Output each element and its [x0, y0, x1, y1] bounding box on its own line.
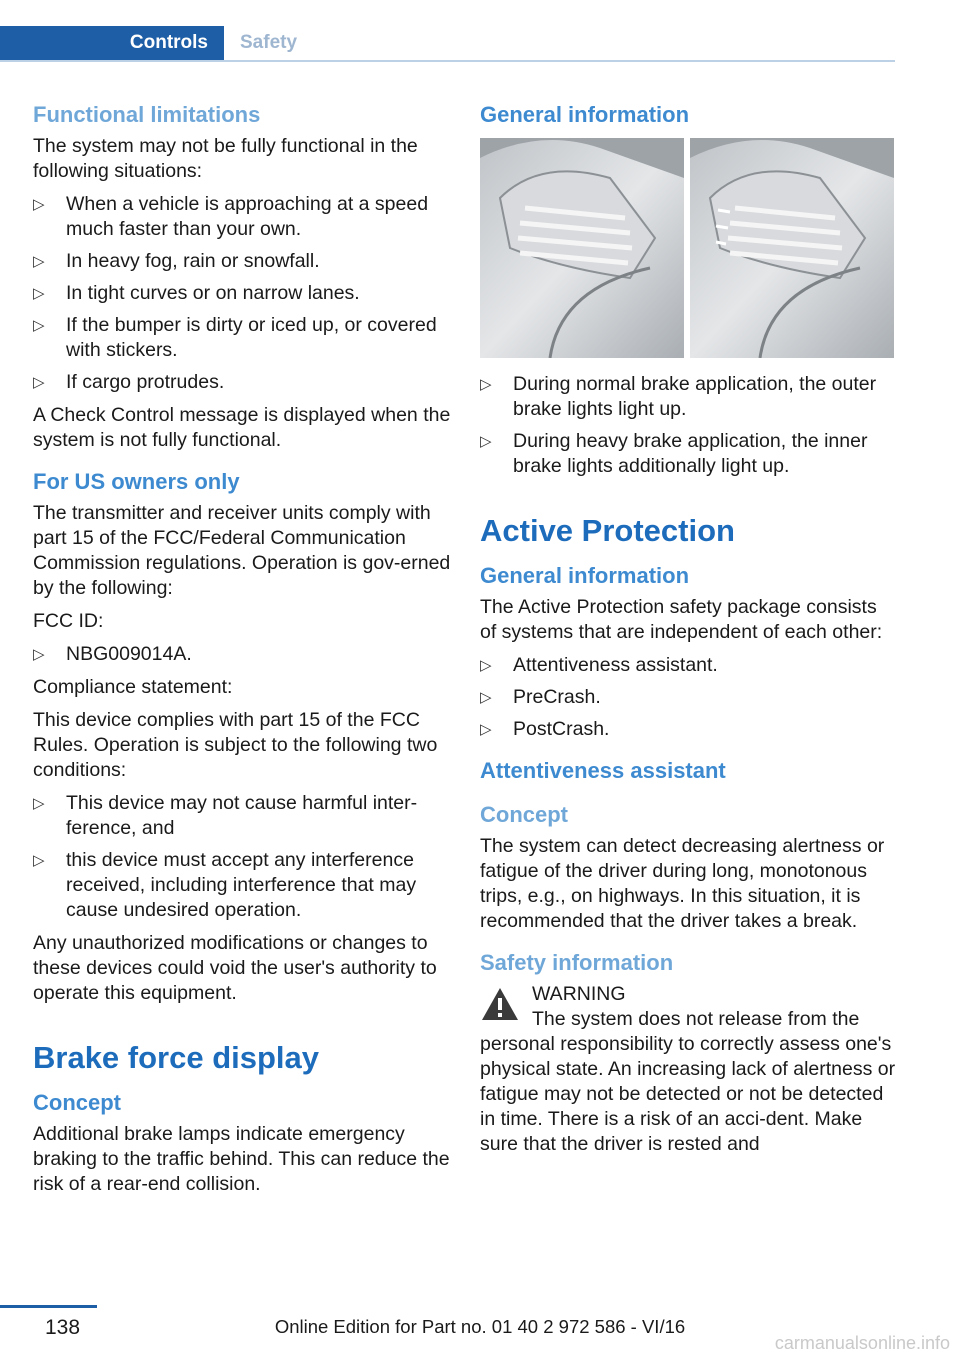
heading-safety-information: Safety information — [480, 950, 674, 975]
heading-general-information: General information — [480, 102, 690, 127]
warning-block — [480, 982, 898, 1032]
tab-safety[interactable]: Safety — [240, 32, 298, 53]
tab-controls[interactable]: Controls — [0, 26, 224, 60]
heading-concept: Concept — [33, 1090, 121, 1115]
list-item: ▷ During heavy brake application, the inner brake lights additionally light up. — [480, 430, 868, 477]
fcc-id-label: FCC ID: — [33, 610, 104, 632]
triangle-bullet-icon: ▷ — [33, 795, 45, 812]
triangle-bullet-icon: ▷ — [33, 317, 45, 334]
active-protection-text: The Active Protection safety package consists of systems that are independent of each other: — [480, 596, 883, 643]
warning-text: personal responsibility to correctly assess one's physical state. An increasing lack of alertness or fatigue may not be detected or not be detected in time. There is a risk of an acci‐dent. Make sure that the driver is rested and — [480, 1033, 896, 1155]
list-item: ▷ In tight curves or on narrow lanes. — [33, 282, 360, 304]
list-item: ▷ PostCrash. — [480, 718, 610, 740]
triangle-bullet-icon: ▷ — [33, 646, 45, 663]
brake-lights-heavy-image — [690, 138, 894, 358]
list-item: ▷ If cargo protrudes. — [33, 371, 225, 393]
warning-first-line: The system does not release from the — [532, 1008, 860, 1030]
triangle-bullet-icon: ▷ — [33, 253, 45, 270]
list-item: ▷ This device may not cause harmful inter‐ference, and — [33, 792, 418, 839]
warning-triangle-icon — [480, 986, 520, 1022]
functional-limitations-list — [33, 192, 451, 395]
list-item: ▷ When a vehicle is approaching at a speed much faster than your own. — [33, 193, 429, 240]
attentiveness-concept-text: The system can detect decreasing alertness or fatigue of the driver during long, monotonous trips, e.g., on highways. In this situation, it is recommended that the driver takes a break. — [480, 835, 885, 932]
triangle-bullet-icon: ▷ — [33, 852, 45, 869]
list-item: ▷ PreCrash. — [480, 686, 601, 708]
compliance-label: Compliance statement: — [33, 676, 233, 698]
compliance-paragraph: This device complies with part 15 of the FCC Rules. Operation is subject to the following two conditions: — [33, 709, 438, 781]
page-number: 138 — [45, 1316, 81, 1339]
page-header — [0, 26, 895, 62]
conditions-list — [33, 791, 451, 923]
right-column — [480, 100, 898, 1157]
brake-lights-normal-image — [480, 138, 684, 358]
modifications-paragraph: Any unauthorized modifications or changes to these devices could void the user's authority to operate this equipment. — [33, 932, 437, 1004]
edition-note: Online Edition for Part no. 01 40 2 972 586 - VI/16 — [274, 1316, 686, 1337]
list-item: ▷ NBG009014A. — [33, 643, 192, 665]
list-item: ▷ In heavy fog, rain or snowfall. — [33, 250, 320, 272]
heading-us-owners: For US owners only — [33, 469, 240, 494]
triangle-bullet-icon: ▷ — [480, 689, 492, 706]
triangle-bullet-icon: ▷ — [33, 374, 45, 391]
triangle-bullet-icon: ▷ — [480, 376, 492, 393]
section-title-active-protection: Active Protection — [480, 513, 735, 548]
heading-attentiveness-assistant: Attentiveness assistant — [480, 758, 726, 783]
triangle-bullet-icon: ▷ — [480, 433, 492, 450]
warning-label: WARNING — [532, 983, 626, 1005]
heading-concept: Concept — [480, 802, 568, 827]
triangle-bullet-icon: ▷ — [480, 721, 492, 738]
check-control-note: A Check Control message is displayed when the system is not fully functional. — [33, 404, 451, 451]
heading-active-protection-general: General information — [480, 563, 690, 588]
triangle-bullet-icon: ▷ — [480, 657, 492, 674]
active-protection-list — [480, 653, 898, 742]
triangle-bullet-icon: ▷ — [33, 285, 45, 302]
list-item: ▷ If the bumper is dirty or iced up, or covered with stickers. — [33, 314, 437, 361]
list-item: ▷ this device must accept any interference received, including interference that may cause undesired operation. — [33, 849, 417, 921]
functional-limitations-intro: The system may not be fully functional in the following situations: — [33, 135, 418, 182]
header-divider — [0, 60, 895, 62]
fcc-paragraph: The transmitter and receiver units comply with part 15 of the FCC/Federal Communication Commission regulations. Operation is gov‐erned by the following: — [33, 502, 451, 599]
triangle-bullet-icon: ▷ — [33, 196, 45, 213]
brake-force-concept-text: Additional brake lamps indicate emergency braking to the traffic behind. This can reduce the risk of a rear-end collision. — [33, 1123, 450, 1195]
list-item: ▷ During normal brake application, the outer brake lights light up. — [480, 373, 877, 420]
heading-functional-limitations: Functional limitations — [33, 102, 261, 127]
watermark: carmanualsonline.info — [774, 1333, 950, 1353]
fcc-id-list — [33, 642, 451, 667]
left-column — [33, 100, 451, 1205]
section-title-brake-force: Brake force display — [33, 1040, 320, 1075]
list-item: ▷ Attentiveness assistant. — [480, 654, 718, 676]
brake-lights-photo — [480, 138, 895, 358]
brake-application-list — [480, 372, 898, 479]
footer-divider — [0, 1305, 97, 1308]
